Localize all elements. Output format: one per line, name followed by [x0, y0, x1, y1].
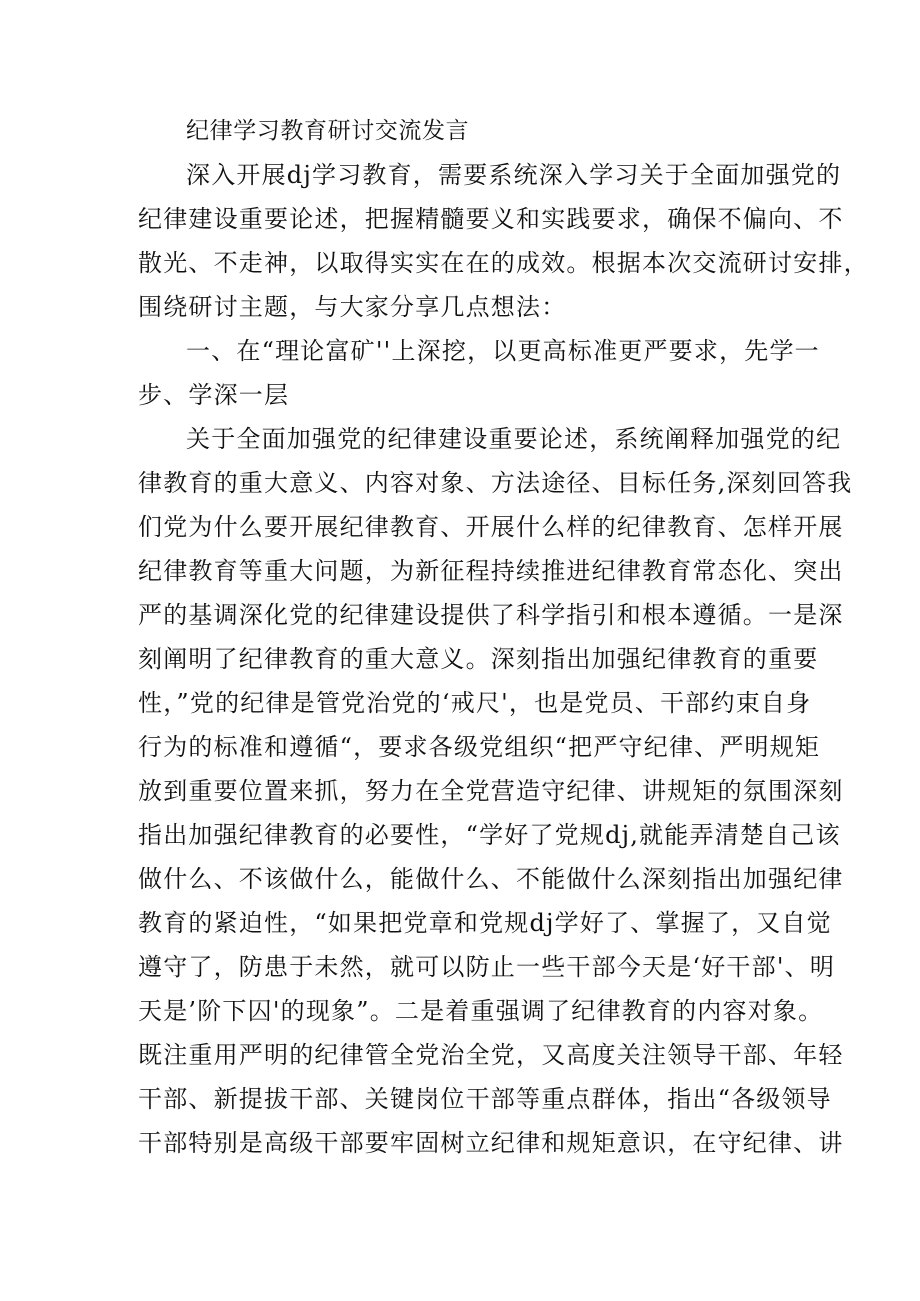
paragraph-line: 纪律教育等重大问题，为新征程持续推进纪律教育常态化、突出 — [138, 557, 844, 585]
paragraph-line: 既注重用严明的纪律管全党治全党，又高度关注领导干部、年轻 — [138, 1041, 844, 1069]
paragraph-line: 严的基调深化党的纪律建设提供了科学指引和根本遵循。一是深 — [138, 601, 844, 629]
paragraph-line: 律教育的重大意义、内容对象、方法途径、目标任务,深刻回答我 — [138, 469, 853, 497]
paragraph-line: 性，”党的纪律是管党治党的‘戒尺'，也是党员、干部约束自身 — [138, 689, 812, 717]
paragraph-line: 指出加强纪律教育的必要性，“学好了党规dj,就能弄清楚自己该 — [138, 821, 841, 849]
paragraph-line: 纪律建设重要论述，把握精髓要义和实践要求，确保不偏向、不 — [138, 205, 844, 233]
paragraph-line: 们党为什么要开展纪律教育、开展什么样的纪律教育、怎样开展 — [138, 513, 844, 541]
paragraph-line: 散光、不走神，以取得实实在在的成效。根据本次交流研讨安排， — [138, 249, 869, 277]
paragraph-line: 围绕研讨主题，与大家分享几点想法： — [138, 293, 567, 321]
section-heading-line: 步、学深一层 — [138, 381, 290, 409]
paragraph-line: 深入开展dj学习教育，需要系统深入学习关于全面加强党的 — [186, 161, 842, 189]
paragraph-line: 关于全面加强党的纪律建设重要论述，系统阐释加强党的纪 — [186, 425, 842, 453]
paragraph-line: 做什么、不该做什么，能做什么、不能做什么深刻指出加强纪律 — [138, 865, 844, 893]
paragraph-line: 干部特别是高级干部要牢固树立纪律和规矩意识，在守纪律、讲 — [138, 1129, 844, 1157]
section-heading-line: 一、在“理论富矿''上深挖，以更高标准更严要求，先学一 — [186, 337, 820, 365]
paragraph-line: 遵守了，防患于未然，就可以防止一些干部今天是‘好干部'、明 — [138, 953, 836, 981]
paragraph-line: 行为的标准和遵循“，要求各级党组织“把严守纪律、严明规矩 — [138, 733, 821, 761]
paragraph-line: 天是’阶下囚'的现象”。二是着重强调了纪律教育的内容对象。 — [138, 997, 824, 1025]
paragraph-line: 干部、新提拔干部、关键岗位干部等重点群体，指出“各级领导 — [138, 1085, 832, 1113]
document-title: 纪律学习教育研讨交流发言 — [186, 118, 470, 144]
paragraph-line: 教育的紧迫性，“如果把党章和党规dj学好了、掌握了，又自觉 — [138, 909, 832, 937]
paragraph-line: 刻阐明了纪律教育的重大意义。深刻指出加强纪律教育的重要 — [138, 645, 819, 673]
paragraph-line: 放到重要位置来抓，努力在全党营造守纪律、讲规矩的氛围深刻 — [138, 777, 844, 805]
